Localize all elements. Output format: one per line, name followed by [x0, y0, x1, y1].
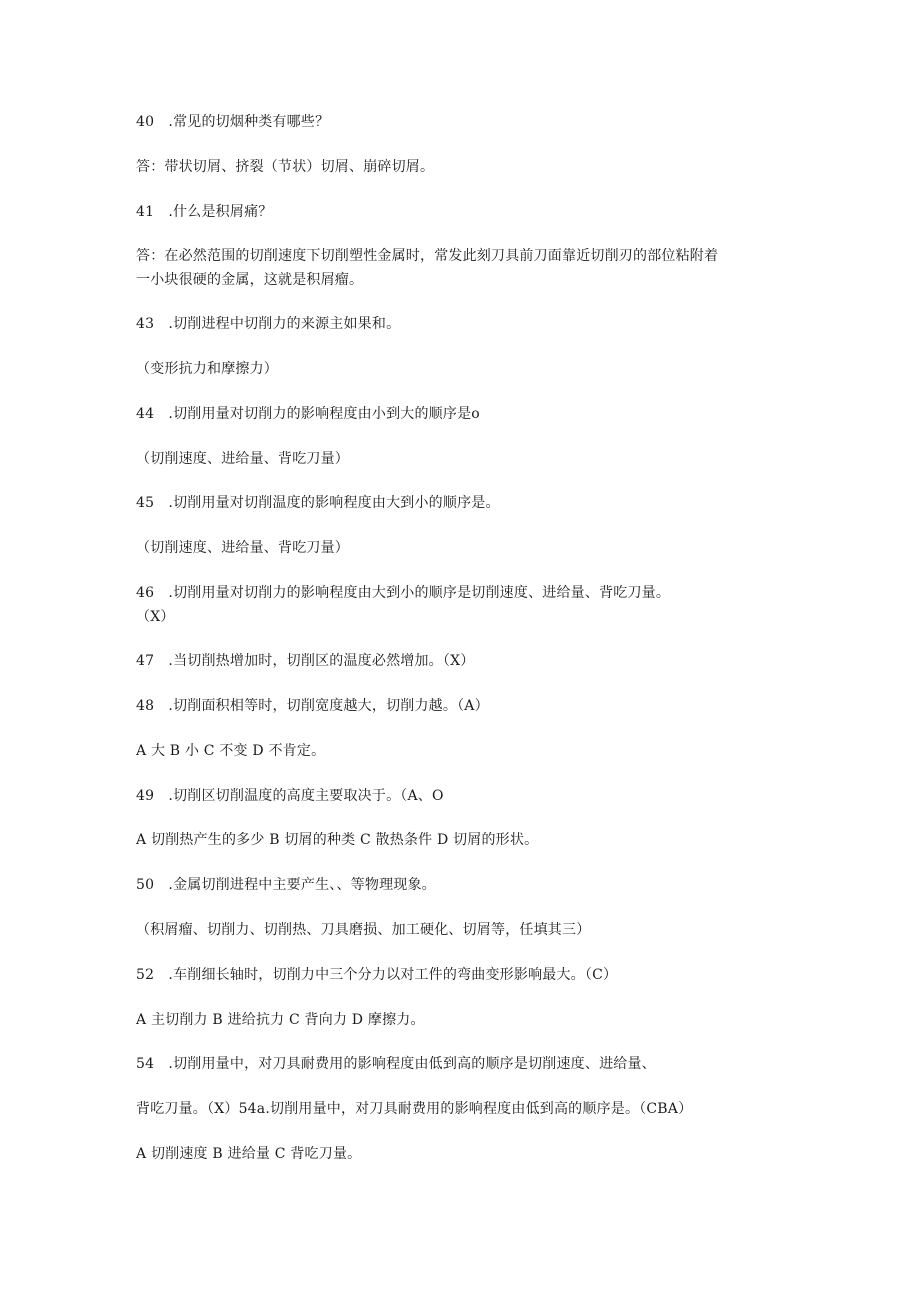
question-46: 46 .切削用量对切削力的影响程度由大到小的顺序是切削速度、进给量、背吃刀量。: [136, 585, 671, 601]
answer-41-line-1: 答：在必然范围的切削速度下切削塑性金属时，常发此刻刀具前刀面靠近切削刃的部位粘附着: [136, 248, 719, 264]
question-54: 54 .切削用量中，对刀具耐费用的影响程度由低到高的顺序是切削速度、进给量、: [136, 1056, 656, 1072]
options-52: A 主切削力 B 进给抗力 C 背向力 D 摩擦力。: [136, 1012, 425, 1028]
answer-40: 答：带状切屑、挤裂（节状）切屑、崩碎切屑。: [136, 159, 435, 175]
options-54a: A 切削速度 B 进给量 C 背吃刀量。: [136, 1146, 362, 1162]
question-40: 40 .常见的切烟种类有哪些？: [136, 114, 330, 130]
options-49: A 切削热产生的多少 B 切屑的种类 C 散热条件 D 切屑的形状。: [136, 832, 539, 848]
answer-46: （X）: [136, 609, 175, 625]
question-48: 48 .切削面积相等时，切削宽度越大，切削力越。（A）: [136, 698, 489, 714]
answer-45: （切削速度、进给量、背吃刀量）: [136, 540, 349, 556]
answer-43: （变形抗力和摩擦力）: [136, 361, 278, 377]
question-54-continued: 背吃刀量。（X）54a.切削用量中，对刀具耐费用的影响程度由低到高的顺序是。（CBA）: [136, 1101, 693, 1117]
question-43: 43 .切削进程中切削力的来源主如果和。: [136, 316, 401, 332]
question-50: 50 .金属切削进程中主要产生、、等物理现象。: [136, 877, 436, 893]
question-49: 49 .切削区切削温度的高度主要取决于。（A、O: [136, 788, 444, 804]
question-45: 45 .切削用量对切削温度的影响程度由大到小的顺序是。: [136, 495, 500, 511]
answer-41-line-2: 一小块很硬的金属，这就是积屑瘤。: [136, 272, 364, 288]
options-48: A 大 B 小 C 不变 D 不肯定。: [136, 743, 326, 759]
answer-50: （积屑瘤、切削力、切削热、刀具磨损、加工硬化、切屑等，任填其三）: [136, 922, 591, 938]
question-47: 47 .当切削热增加时，切削区的温度必然增加。（X）: [136, 653, 475, 669]
question-41: 41 .什么是积屑痛？: [136, 204, 273, 220]
question-44: 44 .切削用量对切削力的影响程度由小到大的顺序是o: [136, 406, 480, 422]
answer-44: （切削速度、进给量、背吃刀量）: [136, 451, 349, 467]
question-52: 52 .车削细长轴时，切削力中三个分力以对工件的弯曲变形影响最大。（C）: [136, 967, 618, 983]
